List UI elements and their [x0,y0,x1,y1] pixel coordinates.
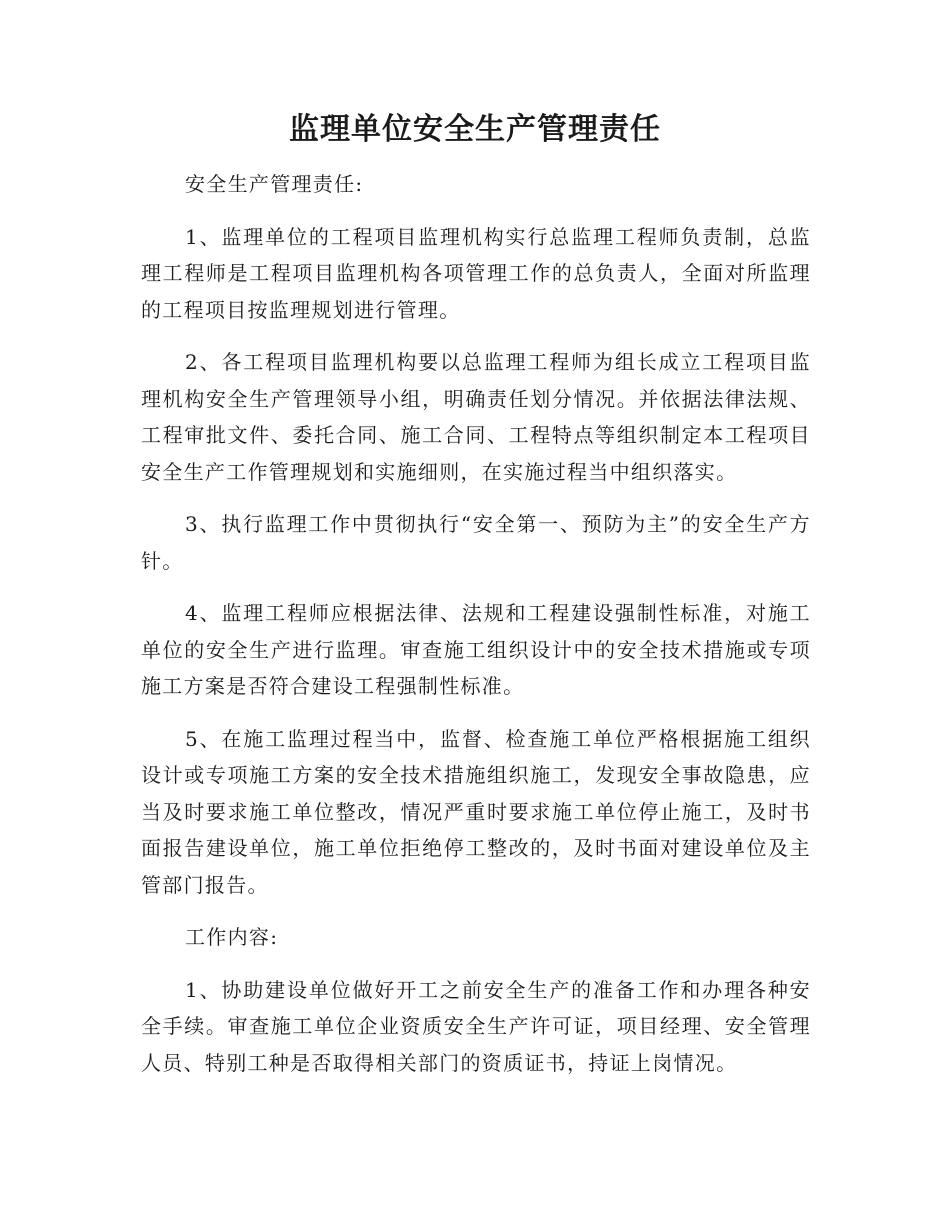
responsibility-item-4: 4、监理工程师应根据法律、法规和工程建设强制性标准，对施工单位的安全生产进行监理。审查施工组织设计中的安全技术措施或专项施工方案是否符合建设工程强制性标准。 [141,601,811,698]
responsibility-item-3: 3、执行监理工作中贯彻执行“安全第一、预防为主”的安全生产方针。 [141,512,811,573]
section-heading-work-content: 工作内容: [185,925,279,949]
document-title: 监理单位安全生产管理责任 [289,112,661,147]
section-heading-responsibility: 安全生产管理责任: [185,172,364,196]
responsibility-item-2: 2、各工程项目监理机构要以总监理工程师为组长成立工程项目监理机构安全生产管理领导小组，明确责任划分情况。并依据法律法规、工程审批文件、委托合同、施工合同、工程特点等组织制定本工程项目安全生产工作管理规划和实施细则，在实施过程当中组织落实。 [141,350,811,484]
document-body [141,166,811,1097]
work-content-item-1: 1、协助建设单位做好开工之前安全生产的准备工作和办理各种安全手续。审查施工单位企业资质安全生产许可证，项目经理、安全管理人员、特别工种是否取得相关部门的资质证书，持证上岗情况。 [141,977,811,1075]
responsibility-item-1: 1、监理单位的工程项目监理机构实行总监理工程师负责制，总监理工程师是工程项目监理机构各项管理工作的总负责人，全面对所监理的工程项目按监理规划进行管理。 [141,224,811,322]
responsibility-item-5: 5、在施工监理过程当中，监督、检查施工单位严格根据施工组织设计或专项施工方案的安全技术措施组织施工，发现安全事故隐患，应当及时要求施工单位整改，情况严重时要求施工单位停止施工，及时书面报告建设单位，施工单位拒绝停工整改的，及时书面对建设单位及主管部门报告。 [141,726,811,897]
